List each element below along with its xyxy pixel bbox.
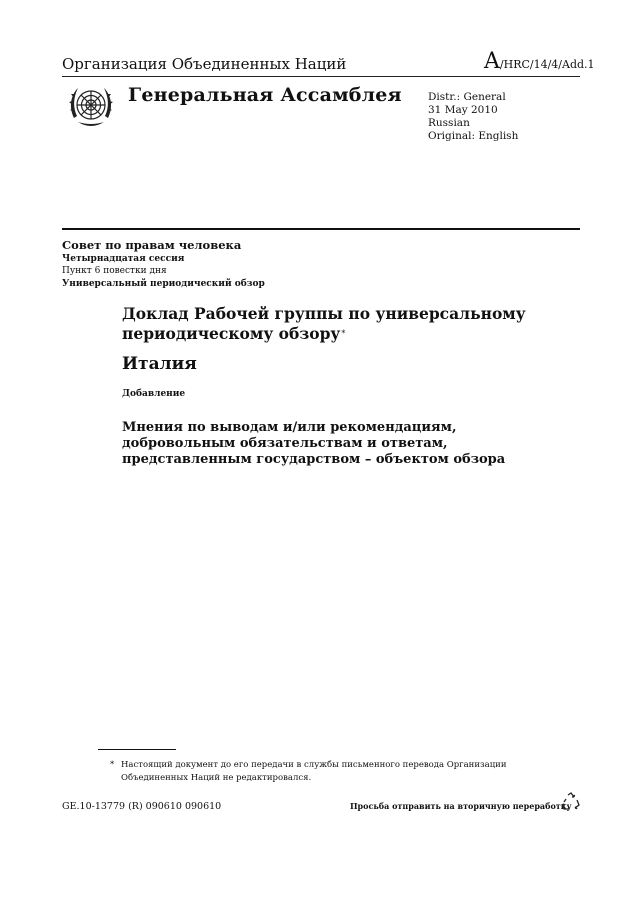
distribution-block <box>428 91 518 143</box>
distribution-date: 31 May 2010 <box>428 104 498 116</box>
symbol-number: /HRC/14/4/Add.1 <box>499 58 595 71</box>
council-name: Совет по правам человека <box>62 238 242 252</box>
footnote <box>110 759 530 785</box>
un-emblem-icon <box>64 80 118 134</box>
country-heading: Италия <box>122 354 197 374</box>
original-language: Original: English <box>428 130 519 142</box>
recycle-icon <box>560 791 582 813</box>
header-rule <box>62 76 580 77</box>
footnote-rule <box>98 749 176 750</box>
section-rule <box>62 228 580 230</box>
general-assembly-title: Генеральная Ассамблея <box>128 84 402 106</box>
recycle-note: Просьба отправить на вторичную переработку <box>350 801 572 811</box>
report-title <box>122 304 542 344</box>
report-title-line-1: Доклад Рабочей группы по универсальному <box>122 304 526 323</box>
views-line-2: добровольным обязательствам и ответам, <box>122 436 448 451</box>
addendum-label: Добавление <box>122 389 186 399</box>
job-number: GE.10-13779 (R) 090610 090610 <box>62 801 222 812</box>
document-symbol <box>484 49 595 74</box>
agenda-item: Пункт 6 повестки дня <box>62 266 167 276</box>
footnote-text: Настоящий документ до его передачи в службы письменного перевода Организации Объединенных Наций не редактировался. <box>121 760 507 783</box>
views-line-3: представленным государством – объектом обзора <box>122 452 506 467</box>
agenda-topic: Универсальный периодический обзор <box>62 279 265 289</box>
organization-name: Организация Объединенных Наций <box>62 55 347 73</box>
distribution-language: Russian <box>428 117 470 129</box>
session-name: Четырнадцатая сессия <box>62 254 185 264</box>
symbol-letter: A <box>484 49 500 74</box>
footnote-reference[interactable]: * <box>341 329 346 338</box>
footnote-mark: * <box>110 760 115 770</box>
distribution-type: Distr.: General <box>428 91 506 103</box>
report-title-text: периодическому обзору <box>122 324 341 343</box>
views-heading <box>122 420 522 468</box>
views-line-1: Мнения по выводам и/или рекомендациям, <box>122 420 457 435</box>
report-title-line-2 <box>122 324 542 344</box>
